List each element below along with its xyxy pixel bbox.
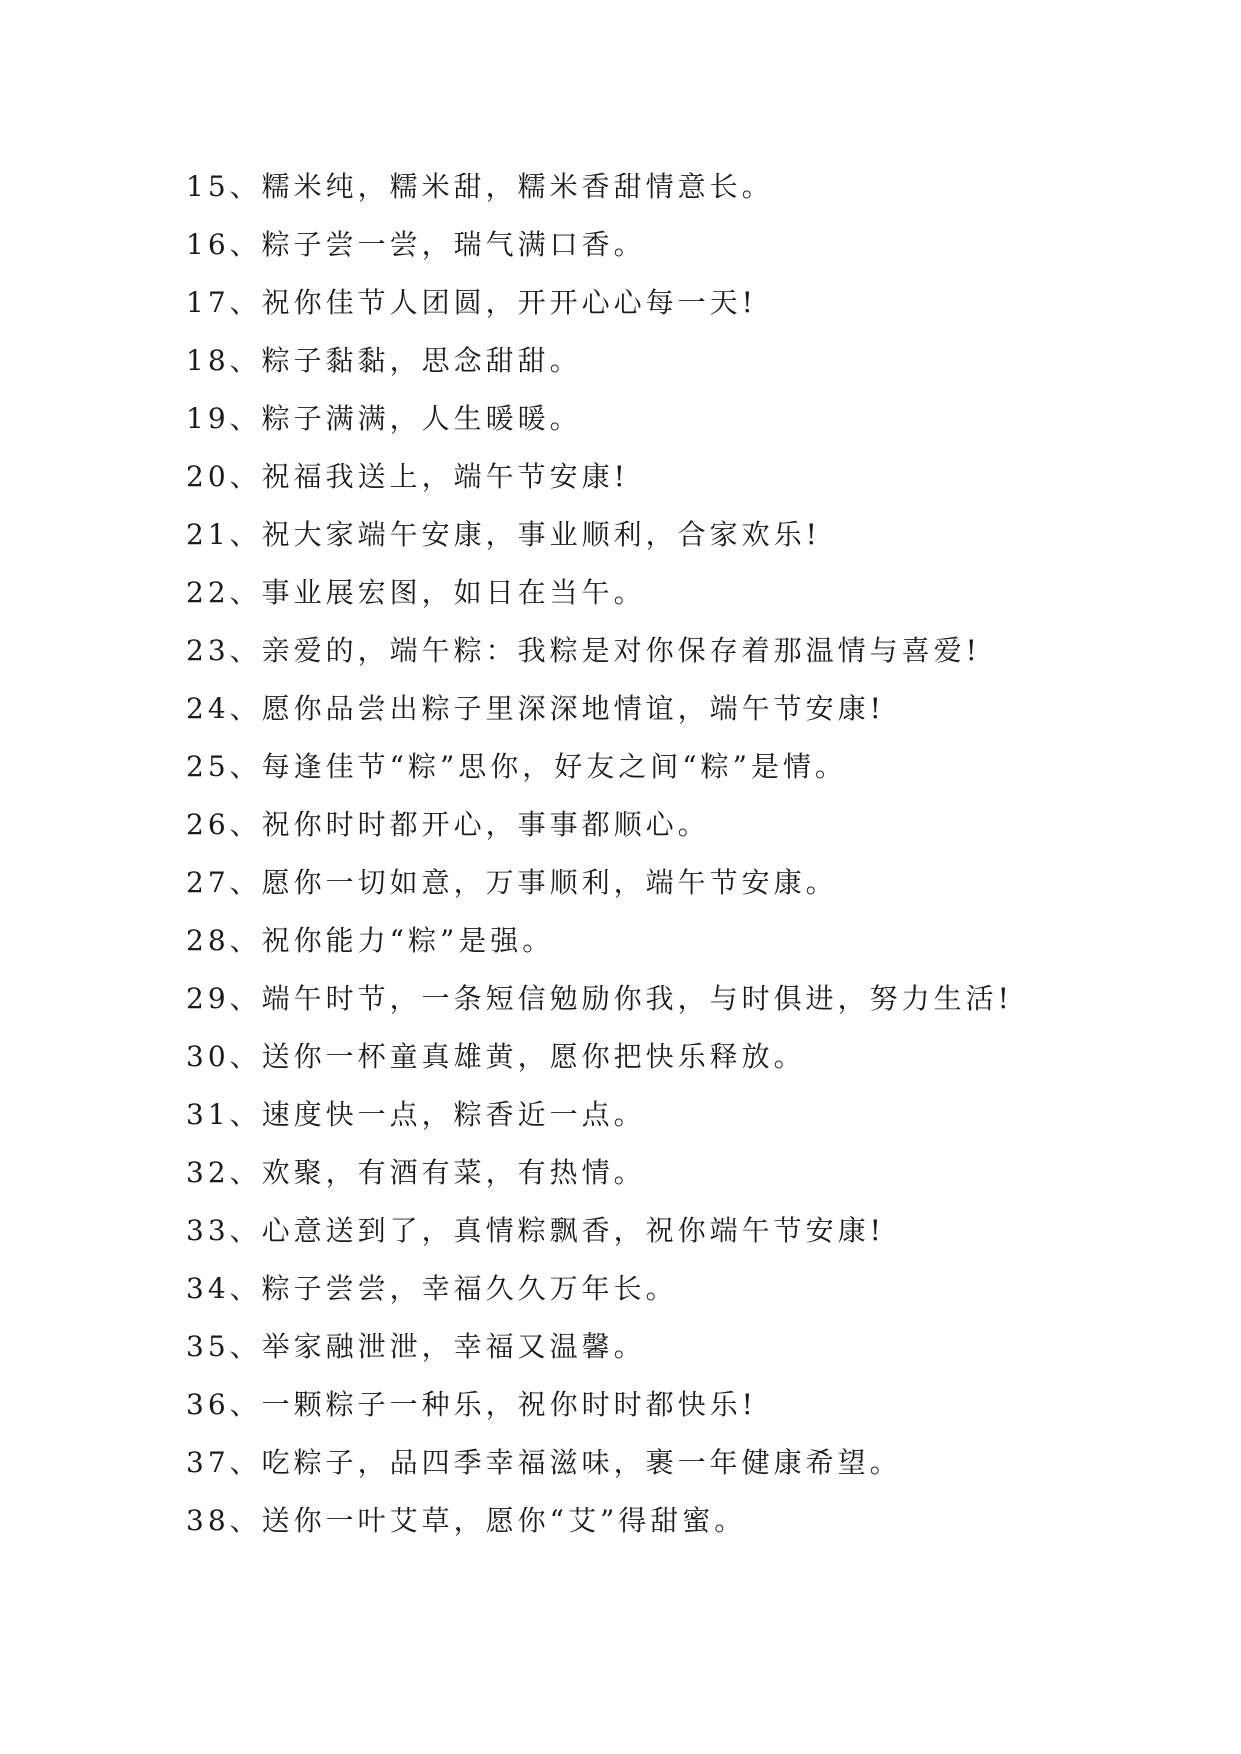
list-item: 38、送你一叶艾草，愿你“艾”得甜蜜。 <box>186 1504 747 1537</box>
list-item: 24、愿你品尝出粽子里深深地情谊，端午节安康! <box>186 692 885 725</box>
list-item: 18、粽子黏黏，思念甜甜。 <box>186 344 582 377</box>
list-item: 15、糯米纯，糯米甜，糯米香甜情意长。 <box>186 170 774 203</box>
list-item: 20、祝福我送上，端午节安康! <box>186 460 629 493</box>
list-item: 34、粽子尝尝，幸福久久万年长。 <box>186 1272 678 1305</box>
list-item: 23、亲爱的，端午粽：我粽是对你保存着那温情与喜爱! <box>186 634 981 667</box>
list-item: 25、每逢佳节“粽”思你，好友之间“粽”是情。 <box>186 750 847 783</box>
list-item: 29、端午时节，一条短信勉励你我，与时俱进，努力生活! <box>186 982 1013 1015</box>
list-item: 22、事业展宏图，如日在当午。 <box>186 576 646 609</box>
list-item: 31、速度快一点，粽香近一点。 <box>186 1098 646 1131</box>
list-item: 37、吃粽子，品四季幸福滋味，裹一年健康希望。 <box>186 1446 902 1479</box>
list-item: 16、粽子尝一尝，瑞气满口香。 <box>186 228 646 261</box>
list-item: 21、祝大家端午安康，事业顺利，合家欢乐! <box>186 518 821 551</box>
list-item: 35、举家融泄泄，幸福又温馨。 <box>186 1330 646 1363</box>
list-item: 30、送你一杯童真雄黄，愿你把快乐释放。 <box>186 1040 806 1073</box>
list-item: 26、祝你时时都开心，事事都顺心。 <box>186 808 710 841</box>
list-item: 32、欢聚，有酒有菜，有热情。 <box>186 1156 646 1189</box>
list-item: 17、祝你佳节人团圆，开开心心每一天! <box>186 286 757 319</box>
list-item: 28、祝你能力“粽”是强。 <box>186 924 555 957</box>
blessing-list <box>186 158 1186 1550</box>
list-item: 27、愿你一切如意，万事顺利，端午节安康。 <box>186 866 838 899</box>
list-item: 19、粽子满满，人生暖暖。 <box>186 402 582 435</box>
list-item: 36、一颗粽子一种乐，祝你时时都快乐! <box>186 1388 757 1421</box>
list-item: 33、心意送到了，真情粽飘香，祝你端午节安康! <box>186 1214 885 1247</box>
